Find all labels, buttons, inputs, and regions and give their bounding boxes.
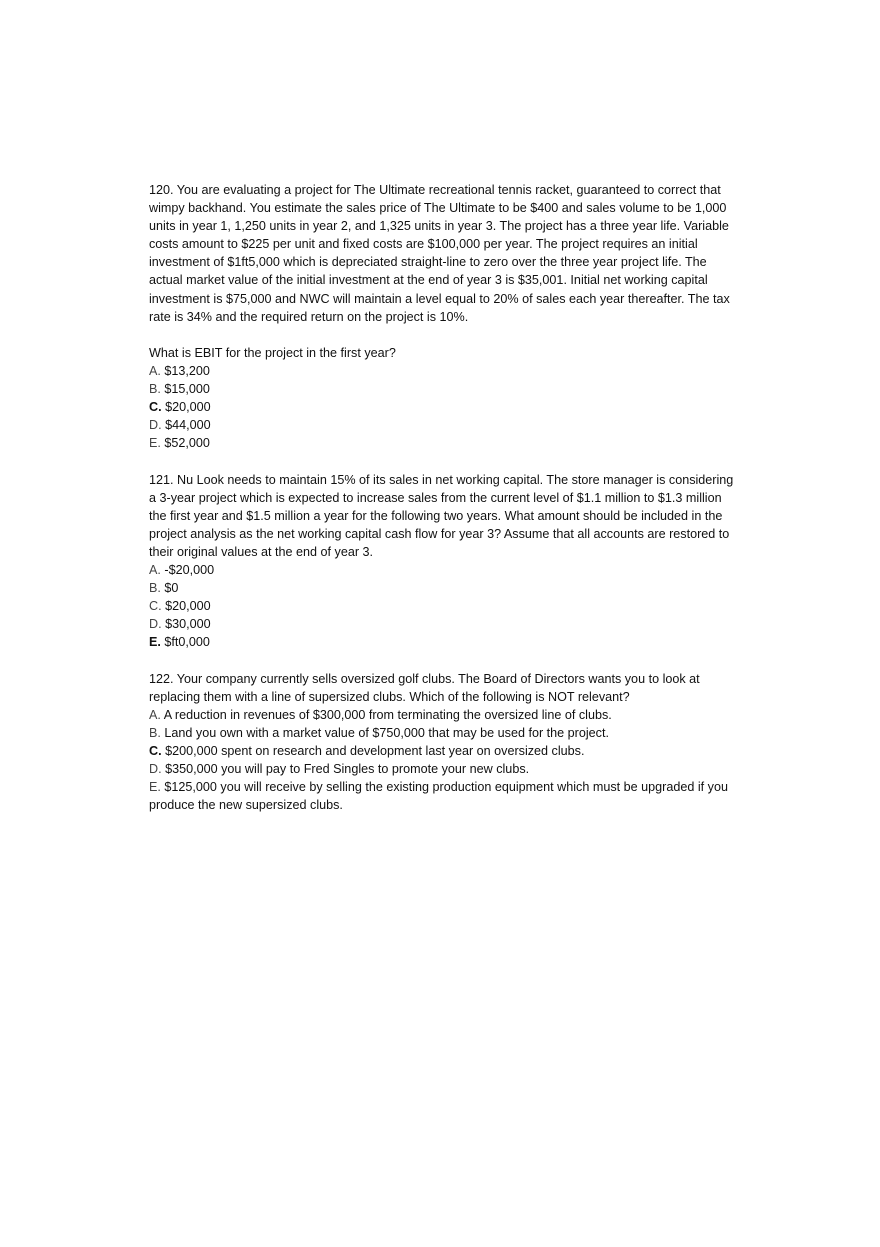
option-text: $125,000 you will receive by selling the existing production equipment which must be upgraded if you produce the new supersized clubs. xyxy=(149,780,728,813)
option-text: $ft0,000 xyxy=(164,635,210,650)
answer-option-e xyxy=(149,434,734,452)
option-letter: E. xyxy=(149,436,161,451)
answer-option-c xyxy=(149,398,734,416)
option-letter: A. xyxy=(149,707,161,722)
answer-option-a xyxy=(149,561,734,579)
answer-option-b xyxy=(149,579,734,597)
option-letter: A. xyxy=(149,363,161,378)
option-text: A reduction in revenues of $300,000 from terminating the oversized line of clubs. xyxy=(163,707,612,722)
answer-option-d xyxy=(149,760,734,778)
option-letter: B. xyxy=(149,382,161,397)
question-prompt: What is EBIT for the project in the first year? xyxy=(149,345,396,360)
option-text: -$20,000 xyxy=(164,562,215,577)
option-text: $0 xyxy=(164,581,179,596)
question-stem: 122. Your company currently sells oversized golf clubs. The Board of Directors wants you to look at replacing them with a line of supersized clubs. Which of the following is NOT relevant? xyxy=(149,671,700,704)
option-text: $52,000 xyxy=(164,436,210,451)
answer-option-d xyxy=(149,416,734,434)
option-letter: D. xyxy=(149,418,162,433)
option-letter: E. xyxy=(149,635,161,650)
option-letter: B. xyxy=(149,581,161,596)
answer-option-c xyxy=(149,597,734,615)
answer-options xyxy=(149,362,734,452)
option-text: $15,000 xyxy=(164,382,210,397)
option-text: $44,000 xyxy=(165,418,211,433)
option-letter: C. xyxy=(149,400,162,415)
answer-option-b xyxy=(149,724,734,742)
answer-option-b xyxy=(149,380,734,398)
option-letter: A. xyxy=(149,562,161,577)
question-stem: 120. You are evaluating a project for The Ultimate recreational tennis racket, guaranteed to correct that wimpy backhand. You estimate the sales price of The Ultimate to be $400 and sales volume to be 1,000 units in year 1, 1,250 units in year 2, and 1,325 units in year 3. The project has a three year life. Variable costs amount to $225 per unit and fixed costs are $100,000 per year. The project requires an initial investment of $1ft5,000 which is depreciated straight-line to zero over the three year project life. The actual market value of the initial investment at the end of year 3 is $35,001. Initial net working capital investment is $75,000 and NWC will maintain a level equal to 20% of sales each year thereafter. The tax rate is 34% and the required return on the project is 10%. xyxy=(149,183,730,324)
question-122 xyxy=(149,670,734,815)
document-page xyxy=(149,181,734,832)
option-letter: E. xyxy=(149,780,161,795)
answer-option-d xyxy=(149,615,734,633)
option-text: $20,000 xyxy=(165,400,211,415)
option-letter: D. xyxy=(149,762,162,776)
question-120 xyxy=(149,181,734,452)
option-text: $200,000 spent on research and development last year on oversized clubs. xyxy=(165,743,585,758)
answer-option-e xyxy=(149,633,734,651)
option-letter: D. xyxy=(149,617,162,632)
answer-options xyxy=(149,561,734,651)
answer-option-c xyxy=(149,742,734,760)
option-letter: C. xyxy=(149,743,162,758)
option-text: Land you own with a market value of $750,000 that may be used for the project. xyxy=(164,725,609,740)
question-stem: 121. Nu Look needs to maintain 15% of its sales in net working capital. The store manager is considering a 3-year project which is expected to increase sales from the current level of $1.1 million to $1.3 million the first year and $1.5 million a year for the following two years. What amount should be included in the project analysis as the net working capital cash flow for year 3? Assume that all accounts are restored to their original values at the end of year 3. xyxy=(149,472,734,559)
option-text: $350,000 you will pay to Fred Singles to promote your new clubs. xyxy=(165,762,530,776)
answer-option-a xyxy=(149,362,734,380)
option-text: $13,200 xyxy=(164,363,210,378)
question-121 xyxy=(149,471,734,652)
option-text: $30,000 xyxy=(165,617,211,632)
answer-option-e xyxy=(149,778,734,814)
option-text: $20,000 xyxy=(165,599,211,614)
option-letter: C. xyxy=(149,599,162,614)
option-letter: B. xyxy=(149,725,161,740)
answer-options xyxy=(149,706,734,815)
answer-option-a xyxy=(149,706,734,724)
